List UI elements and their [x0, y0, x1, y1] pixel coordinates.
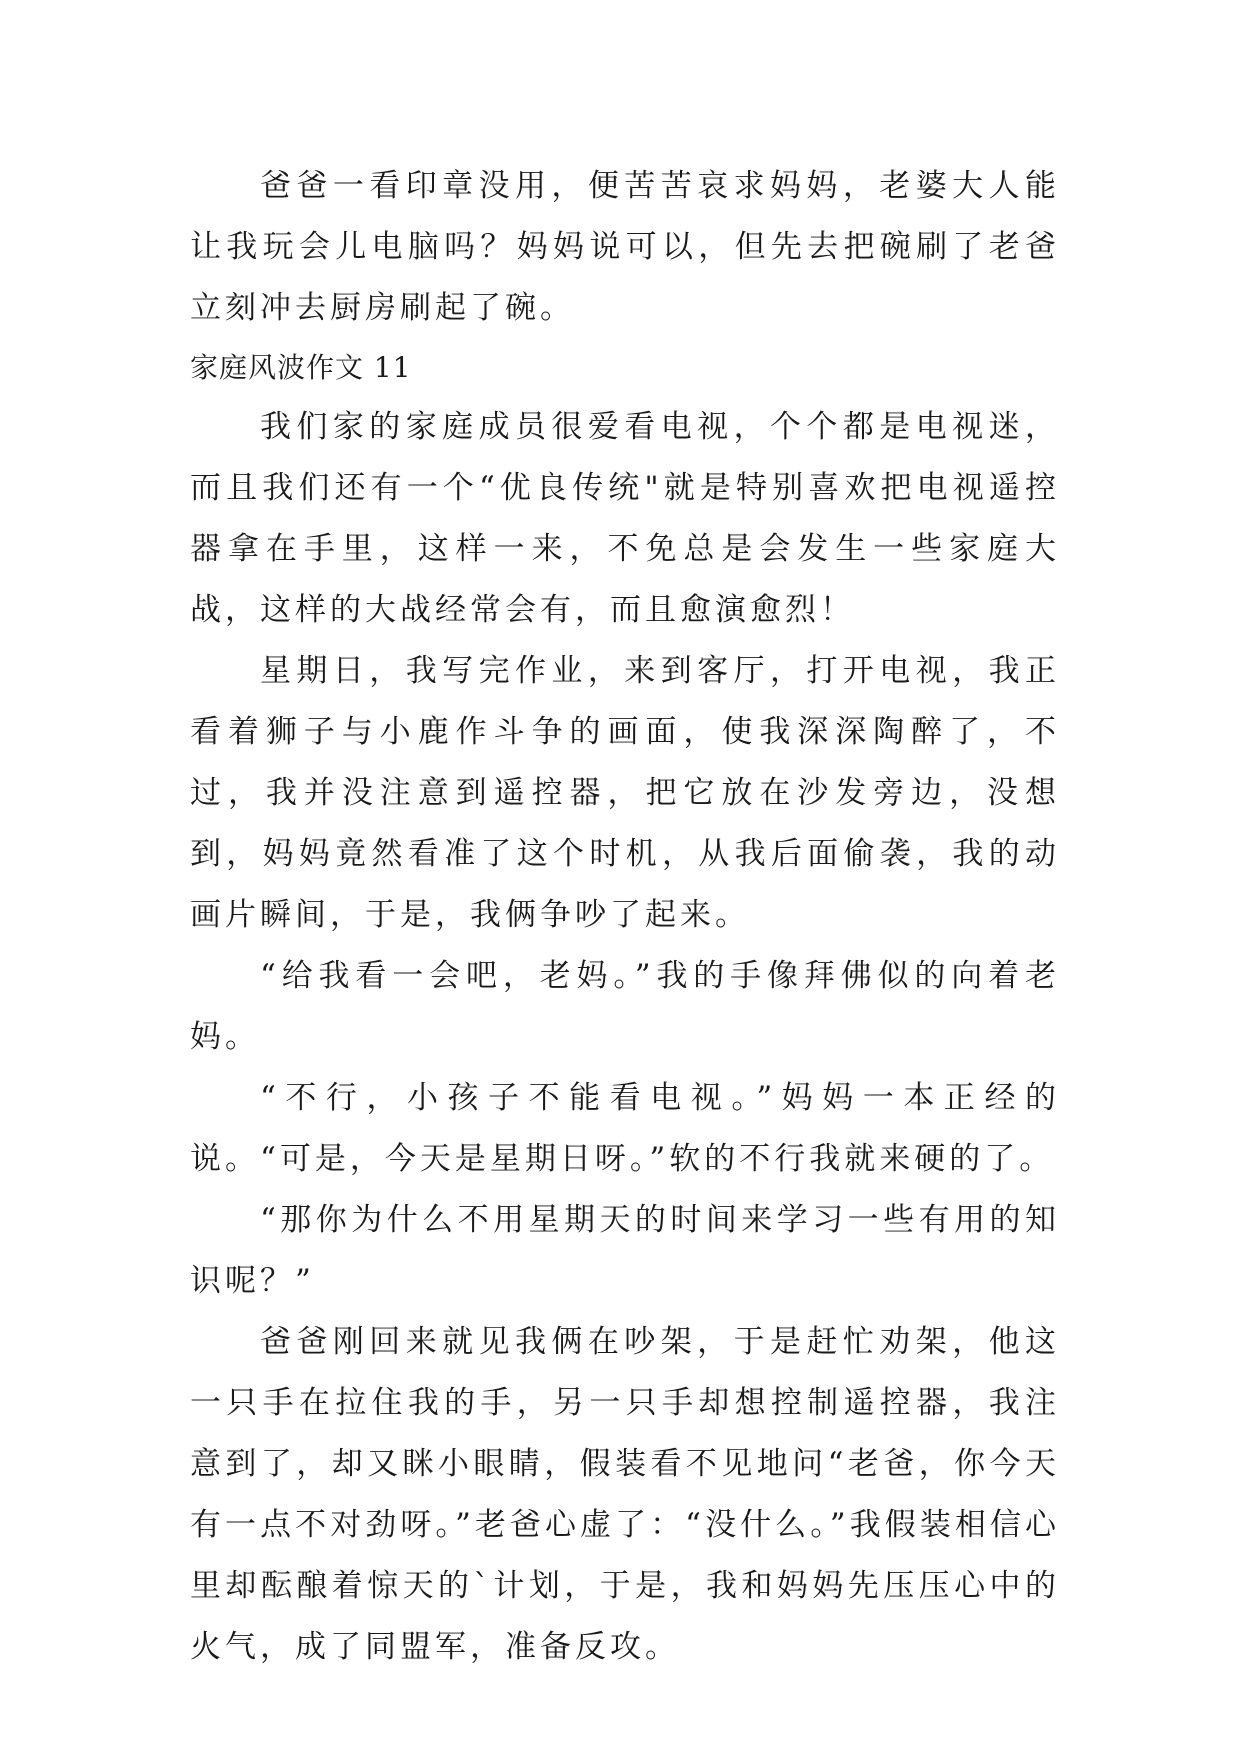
paragraph-5: “不行，小孩子不能看电视。”妈妈一本正经的说。“可是，今天是星期日呀。”软的不行我就来硬的了。	[190, 1080, 1060, 1177]
paragraph-6: “那你为什么不用星期天的时间来学习一些有用的知识呢？”	[190, 1202, 1060, 1299]
paragraph-7: 爸爸刚回来就见我俩在吵架，于是赶忙劝架，他这一只手在拉住我的手，另一只手却想控制遥控器，我注意到了，却又眯小眼睛，假装看不见地问“老爸，你今天有一点不对劲呀。”老爸心虚了：“没什么。”我假装相信心里却酝酿着惊天的`计划，于是，我和妈妈先压压心中的火气，成了同盟军，准备反攻。	[190, 1324, 1060, 1665]
document-body	[190, 156, 1060, 1678]
paragraph-1: 爸爸一看印章没用，便苦苦哀求妈妈，老婆大人能让我玩会儿电脑吗？妈妈说可以，但先去把碗刷了老爸立刻冲去厨房刷起了碗。	[190, 168, 1060, 326]
paragraph-4: “给我看一会吧，老妈。”我的手像拜佛似的向着老妈。	[190, 958, 1060, 1055]
section-heading: 家庭风波作文 11	[190, 351, 412, 384]
paragraph-2: 我们家的家庭成员很爱看电视，个个都是电视迷，而且我们还有一个“优良传统"就是特别喜欢把电视遥控器拿在手里，这样一来，不免总是会发生一些家庭大战，这样的大战经常会有，而且愈演愈烈！	[190, 409, 1060, 628]
paragraph-3: 星期日，我写完作业，来到客厅，打开电视，我正看着狮子与小鹿作斗争的画面，使我深深陶醉了，不过，我并没注意到遥控器，把它放在沙发旁边，没想到，妈妈竟然看准了这个时机，从我后面偷袭，我的动画片瞬间，于是，我俩争吵了起来。	[190, 653, 1060, 933]
